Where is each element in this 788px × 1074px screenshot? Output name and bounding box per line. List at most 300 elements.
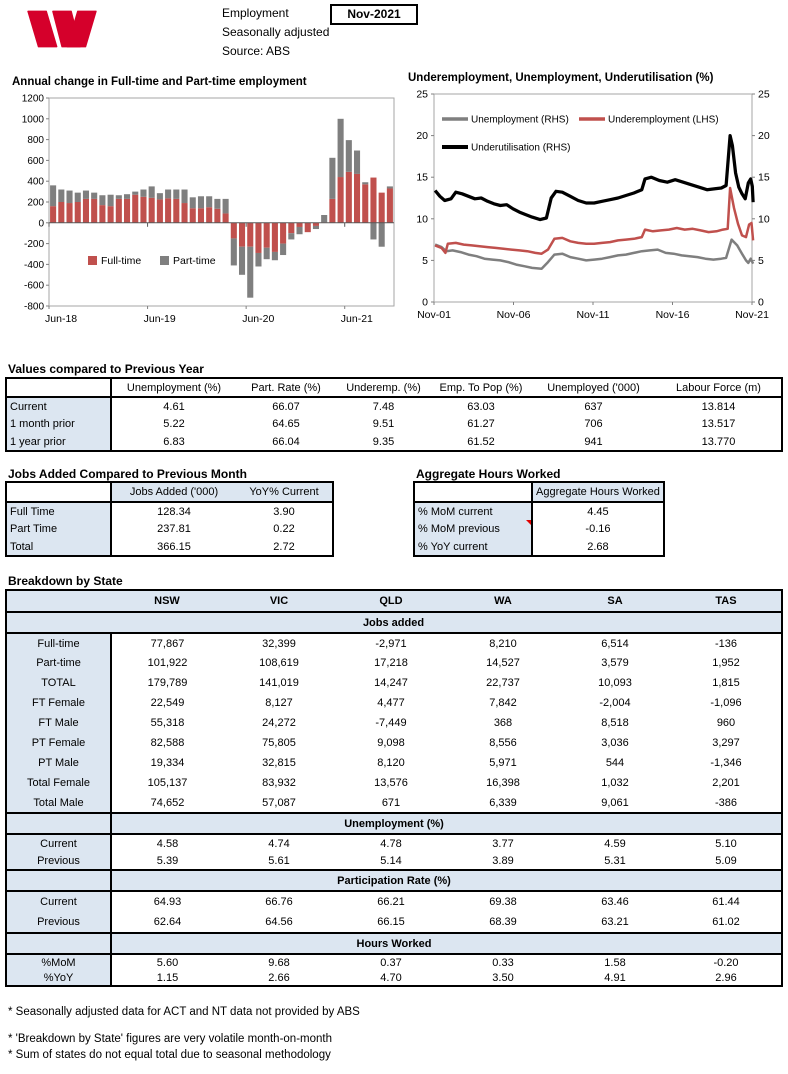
cell: 9.35 (372, 435, 395, 448)
bar-fulltime (362, 184, 368, 222)
cell: 5.61 (268, 854, 290, 867)
cell: 9.51 (372, 418, 395, 430)
bar-parttime (198, 196, 204, 208)
axis-label: 400 (27, 176, 44, 188)
bar-fulltime (58, 202, 64, 223)
cell: 7.48 (372, 400, 395, 413)
axis-label: 200 (27, 197, 44, 209)
cell: -136 (714, 637, 738, 650)
bar-parttime (370, 223, 376, 240)
cell: 17,218 (374, 657, 408, 669)
cell: 19,334 (150, 757, 185, 769)
table-row (6, 633, 782, 653)
page-subtitle: Seasonally adjusted (222, 25, 330, 39)
bar-fulltime (288, 223, 294, 233)
bar-parttime (264, 248, 270, 259)
table-row (6, 433, 782, 451)
bar-parttime (231, 238, 237, 265)
axis-label: 20 (758, 130, 770, 143)
cell: 61.02 (712, 916, 740, 928)
jobs-added-table-title: Jobs Added Compared to Previous Month (8, 467, 247, 481)
cell: 105,137 (147, 777, 188, 789)
aggregate-hours-table (413, 481, 665, 557)
state-table-title: Breakdown by State (8, 574, 123, 588)
bar-fulltime (50, 206, 56, 223)
table-row (6, 673, 782, 693)
bar-fulltime (264, 223, 270, 248)
legend-swatch-fulltime (88, 256, 97, 265)
bar-parttime (288, 233, 294, 239)
bar-fulltime (223, 213, 229, 222)
table-row (6, 954, 782, 970)
cell: 66.15 (377, 916, 405, 928)
cell: 179,789 (147, 677, 188, 689)
bar-parttime (173, 190, 179, 199)
cell: 32,399 (262, 637, 296, 650)
cell: 108,619 (259, 657, 299, 669)
axis-label: Full-time (101, 255, 142, 267)
table-row (6, 852, 782, 870)
footnote-2: * 'Breakdown by State' figures are very volatile month-on-month (8, 1033, 332, 1045)
cell: 66.21 (377, 896, 405, 908)
bar-parttime (247, 247, 253, 298)
bar-parttime (346, 140, 352, 172)
cell: 4.74 (268, 837, 290, 850)
bar-parttime (255, 253, 261, 267)
cell: 3,579 (601, 657, 629, 669)
table-row (6, 520, 333, 538)
axis-label: Unemployment (RHS) (471, 114, 569, 126)
bar-parttime (280, 244, 286, 255)
cell: -1,346 (710, 757, 742, 769)
table-row (6, 415, 782, 433)
cell: 544 (605, 757, 625, 769)
table-row (414, 538, 664, 556)
row-label: 1 year prior (6, 433, 111, 451)
cell: 75,805 (262, 737, 296, 749)
row-label: Part-time (6, 653, 111, 673)
cell: 2.96 (715, 971, 737, 984)
cell: 8,127 (265, 697, 293, 709)
legend-swatch-parttime (160, 256, 169, 265)
section-blank-cell (6, 612, 111, 633)
state-column-header: QLD (335, 590, 447, 612)
cell: 960 (716, 717, 736, 729)
state-column-header: TAS (671, 590, 782, 612)
cell: 141,019 (259, 677, 299, 689)
cell: 5.14 (380, 854, 402, 867)
state-table (5, 589, 783, 987)
bar-fulltime (157, 199, 163, 222)
cell: 1.58 (604, 956, 626, 969)
cell: 63.21 (601, 916, 629, 928)
cell: 671 (381, 796, 401, 809)
bar-fulltime (231, 223, 237, 239)
table-row (6, 793, 782, 813)
bar-fulltime (75, 202, 81, 223)
cell: 941 (584, 435, 603, 448)
bar-parttime (223, 199, 229, 214)
aggregate-hours-table-title: Aggregate Hours Worked (416, 467, 561, 481)
table-row (6, 970, 782, 986)
previous-year-table (5, 377, 783, 452)
row-label: Current (6, 834, 111, 852)
bar-parttime (181, 190, 187, 204)
table-row (6, 397, 782, 415)
bar-fulltime (296, 223, 302, 227)
bar-parttime (140, 190, 146, 197)
bar-fulltime (108, 206, 114, 223)
cell: 61.52 (467, 435, 495, 448)
header-row (6, 482, 333, 502)
page-title: Employment (222, 6, 289, 20)
row-label: Previous (6, 912, 111, 933)
section-header-label: Participation Rate (%) (337, 874, 451, 887)
column-header: Jobs Added ('000) (111, 482, 236, 502)
column-header: Unemployment (%) (126, 381, 222, 394)
cell: 4.58 (156, 837, 179, 850)
bar-parttime (83, 191, 89, 199)
cell: 66.76 (265, 896, 293, 908)
bar-fulltime (338, 177, 344, 223)
bar-parttime (132, 192, 138, 195)
cell: 0.33 (492, 956, 514, 969)
cell: 128.34 (157, 505, 191, 518)
cell: 13.814 (701, 400, 736, 413)
bar-parttime (272, 252, 278, 260)
section-header-cell (111, 933, 782, 954)
cell: -0.16 (585, 523, 611, 535)
bar-fulltime (149, 198, 155, 223)
cell: 13,576 (374, 777, 408, 789)
axis-label: 15 (758, 171, 770, 184)
cell: 32,815 (262, 757, 296, 769)
bar-parttime (387, 186, 393, 188)
axis-label: 5 (422, 254, 428, 267)
bar-fulltime (132, 195, 138, 223)
bar-fulltime (329, 199, 335, 223)
section-blank-cell (6, 813, 111, 834)
jobs-added-table (5, 481, 334, 557)
cell: 5.22 (163, 418, 185, 430)
row-label: PT Male (6, 753, 111, 773)
column-header: Labour Force (m) (676, 381, 761, 394)
cell: 9,098 (377, 737, 405, 749)
bar-parttime (149, 186, 155, 197)
cell: 1,952 (712, 657, 740, 669)
chart-title-right: Underemployment, Unemployment, Underutilisation (%) (408, 72, 714, 84)
cell: 66.07 (272, 400, 300, 413)
data-table (5, 377, 783, 452)
bar-parttime (329, 158, 335, 199)
bar-parttime (124, 194, 130, 199)
cell: -2,004 (599, 697, 631, 709)
axis-label: Jun-21 (340, 313, 373, 325)
cell: 16,398 (486, 777, 520, 789)
column-header: Aggregate Hours Worked (532, 482, 664, 502)
state-column-header: NSW (111, 590, 223, 612)
footnote-3: * Sum of states do not equal total due to seasonal methodology (8, 1049, 331, 1061)
axis-label: Nov-01 (417, 309, 451, 321)
employment-change-chart (8, 76, 398, 330)
data-table (5, 481, 334, 557)
bar-parttime (354, 151, 360, 174)
section-header-cell (111, 813, 782, 834)
column-header: Emp. To Pop (%) (439, 381, 523, 394)
table-row (6, 693, 782, 713)
cell: -0.20 (713, 956, 739, 969)
section-header-cell (111, 612, 782, 633)
cell: 4,477 (377, 697, 405, 709)
cell: 63.46 (601, 896, 629, 908)
cell: 4.59 (604, 837, 626, 850)
corner-cell (6, 378, 111, 397)
row-label: Full Time (6, 502, 111, 520)
cell: 9,061 (601, 796, 629, 809)
bar-fulltime (370, 178, 376, 223)
axis-label: 0 (758, 296, 764, 309)
bar-parttime (379, 223, 385, 247)
axis-label: 0 (38, 218, 44, 230)
bar-parttime (157, 193, 163, 199)
cell: 637 (584, 400, 603, 413)
cell: 6,514 (601, 637, 629, 650)
cell: 237.81 (157, 523, 191, 535)
cell: 8,518 (601, 717, 629, 729)
cell: 6,339 (489, 796, 517, 809)
row-label: % MoM current (414, 502, 532, 520)
row-label: Total Female (6, 773, 111, 793)
bar-chart-svg (8, 92, 398, 330)
axis-label: Nov-06 (496, 309, 531, 321)
cell: 14,527 (486, 657, 520, 669)
bar-fulltime (173, 199, 179, 223)
bar-fulltime (198, 208, 204, 223)
table-row (6, 538, 333, 556)
state-header-row (6, 590, 782, 612)
section-header-row (6, 870, 782, 891)
table-row (6, 912, 782, 933)
section-header-row (6, 612, 782, 633)
cell: -1,096 (710, 697, 742, 709)
cell: 68.39 (489, 916, 517, 928)
corner-cell (6, 590, 111, 612)
cell: 77,867 (150, 637, 185, 650)
cell: 9.68 (268, 956, 290, 969)
bar-parttime (58, 190, 64, 202)
cell: 13.770 (701, 435, 736, 448)
section-header-label: Unemployment (%) (344, 817, 444, 830)
bar-fulltime (140, 197, 146, 223)
row-label: Total Male (6, 793, 111, 813)
bar-parttime (75, 193, 81, 202)
row-label: Current (6, 891, 111, 912)
cell: 61.27 (467, 418, 495, 430)
row-label: 1 month prior (6, 415, 111, 433)
cell: 3.50 (492, 971, 514, 984)
table-row (6, 713, 782, 733)
axis-label: Jun-18 (45, 313, 78, 325)
axis-label: Jun-20 (242, 313, 275, 325)
cell: 3.89 (492, 854, 514, 867)
bar-fulltime (165, 198, 171, 222)
cell: 64.93 (153, 896, 182, 908)
cell: 706 (584, 418, 603, 430)
cell: 69.38 (489, 896, 517, 908)
row-label: Total (6, 538, 111, 556)
bar-parttime (206, 196, 212, 207)
cell: 5.31 (604, 854, 626, 867)
cell: 8,210 (489, 637, 517, 650)
cell: 8,120 (377, 757, 405, 769)
bar-parttime (91, 193, 97, 199)
underutilisation-chart (404, 72, 786, 326)
axis-label: 10 (758, 213, 770, 226)
row-label: Current (6, 397, 111, 415)
table-row (414, 520, 664, 538)
column-header: Part. Rate (%) (251, 381, 321, 394)
row-label: % YoY current (414, 538, 532, 556)
cell: 3,036 (601, 737, 629, 749)
cell: 22,549 (150, 697, 185, 709)
axis-label: Nov-21 (735, 309, 769, 321)
bar-fulltime (124, 199, 130, 223)
corner-cell (414, 482, 532, 502)
cell: 55,318 (150, 717, 185, 729)
axis-label: 25 (758, 88, 770, 101)
cell: 4.91 (604, 971, 626, 984)
cell: 57,087 (262, 796, 296, 809)
bar-fulltime (255, 223, 261, 253)
bar-parttime (338, 119, 344, 177)
cell: 2.66 (268, 971, 290, 984)
row-label: % MoM previous (414, 520, 532, 538)
bar-parttime (321, 215, 327, 222)
cell: 74,652 (150, 796, 185, 809)
header-text-block (222, 4, 329, 61)
cell: 0.37 (380, 956, 402, 969)
section-header-row (6, 813, 782, 834)
row-label: Full-time (6, 633, 111, 653)
cell: 3.90 (273, 505, 295, 518)
axis-label: 20 (416, 130, 428, 143)
header-row (414, 482, 664, 502)
row-label: Previous (6, 852, 111, 870)
bar-parttime (190, 197, 196, 208)
cell: 13.517 (701, 418, 736, 430)
comment-indicator (526, 520, 531, 525)
cell: 10,093 (598, 677, 632, 689)
cell: 7,842 (489, 697, 517, 709)
axis-label: Underemployment (LHS) (608, 114, 719, 126)
row-label: PT Female (6, 733, 111, 753)
column-header: Unemployed ('000) (547, 381, 640, 394)
cell: 5,971 (489, 757, 517, 769)
bar-fulltime (99, 205, 105, 223)
line-chart-svg (404, 88, 782, 326)
period-selector-cell[interactable]: Nov-2021 (330, 4, 418, 25)
bar-fulltime (354, 174, 360, 223)
bar-parttime (108, 195, 114, 206)
bar-parttime (362, 182, 368, 184)
cell: 8,556 (489, 737, 517, 749)
bar-parttime (313, 226, 319, 229)
bar-fulltime (66, 203, 72, 223)
column-header: YoY% Current (236, 482, 333, 502)
row-label: %YoY (6, 970, 111, 986)
bar-fulltime (190, 208, 196, 223)
cell: 366.15 (157, 540, 191, 553)
table-row (6, 891, 782, 912)
axis-label: 0 (422, 296, 428, 309)
row-label: FT Male (6, 713, 111, 733)
cell: 3,297 (712, 737, 740, 749)
cell: 1,815 (712, 677, 740, 689)
section-header-label: Jobs added (362, 616, 425, 629)
cell: 6.83 (163, 435, 185, 448)
bar-parttime (116, 195, 122, 199)
cell: 5.09 (715, 854, 737, 867)
axis-label: -800 (23, 301, 44, 313)
column-header: Underemp. (%) (346, 381, 421, 394)
bar-fulltime (387, 188, 393, 222)
row-label: TOTAL (6, 673, 111, 693)
bar-parttime (99, 195, 105, 205)
table-row (6, 502, 333, 520)
bar-fulltime (305, 223, 311, 232)
cell: 61.44 (712, 896, 740, 908)
axis-label: Nov-11 (576, 309, 610, 321)
cell: 64.65 (272, 418, 300, 430)
cell: 64.56 (265, 916, 293, 928)
axis-label: -200 (23, 239, 44, 251)
bar-fulltime (206, 207, 212, 223)
section-header-row (6, 933, 782, 954)
cell: 0.22 (273, 523, 295, 535)
cell: 66.04 (272, 435, 300, 448)
row-label: FT Female (6, 693, 111, 713)
cell: 101,922 (147, 657, 188, 669)
cell: 3.77 (492, 837, 514, 850)
axis-label: 800 (27, 135, 44, 147)
table-row (6, 753, 782, 773)
bar-parttime (214, 199, 220, 209)
bar-fulltime (83, 199, 89, 223)
data-source: Source: ABS (222, 44, 291, 58)
bar-parttime (296, 227, 302, 234)
bar-parttime (50, 185, 56, 206)
data-table (413, 481, 665, 557)
axis-label: Part-time (173, 255, 216, 267)
axis-label: -400 (23, 259, 44, 271)
cell: 2,201 (712, 777, 740, 789)
cell: -2,971 (375, 637, 407, 650)
section-header-label: Hours Worked (356, 937, 432, 950)
bar-fulltime (91, 199, 97, 223)
table-row (414, 502, 664, 520)
axis-label: 15 (416, 171, 428, 184)
axis-label: 10 (416, 213, 428, 226)
cell: 4.45 (587, 505, 609, 518)
bar-fulltime (379, 193, 385, 223)
state-column-header: WA (447, 590, 559, 612)
bar-fulltime (116, 199, 122, 223)
section-blank-cell (6, 933, 111, 954)
axis-label: 5 (758, 254, 764, 267)
row-label: %MoM (6, 954, 111, 970)
cell: 83,932 (262, 777, 296, 789)
axis-label: 1000 (21, 114, 44, 126)
